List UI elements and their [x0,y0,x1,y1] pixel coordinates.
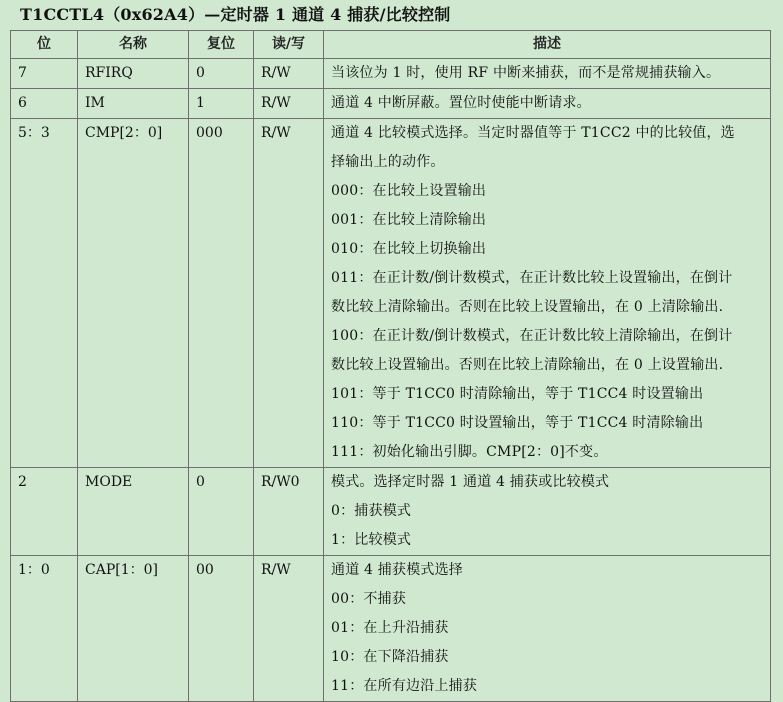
description-line: 100：在正计数/倒计数模式，在正计数比较上清除输出，在倒计 [331,328,733,344]
description-line: 10：在下降沿捕获 [331,649,449,665]
cell-bit: 1：0 [11,556,78,702]
description-line: 01：在上升沿捕获 [331,620,449,636]
cell-description [324,59,771,89]
cell-reset: 1 [189,89,254,119]
cell-description [324,119,771,468]
description-line: 0：捕获模式 [331,503,412,519]
description-line: 通道 4 捕获模式选择 [331,562,464,578]
cell-rw: R/W0 [254,468,324,556]
header-bit: 位 [11,31,78,59]
description-line: 通道 4 中断屏蔽。置位时使能中断请求。 [331,95,591,111]
register-title: T1CCTL4（0x62A4）—定时器 1 通道 4 捕获/比较控制 [20,5,451,24]
cell-reset: 0 [189,59,254,89]
description-line: 111：初始化输出引脚。CMP[2：0]不变。 [331,444,608,460]
table-row [11,468,771,556]
cell-name: MODE [78,468,189,556]
cell-name: CMP[2：0] [78,119,189,468]
cell-bit: 6 [11,89,78,119]
description-line: 数比较上设置输出。否则在比较上清除输出，在 0 上设置输出. [331,357,724,373]
header-rw: 读/写 [254,31,324,59]
cell-description [324,556,771,702]
cell-rw: R/W [254,119,324,468]
cell-bit: 5：3 [11,119,78,468]
table-row [11,59,771,89]
header-reset: 复位 [189,31,254,59]
description-line: 1：比较模式 [331,532,412,548]
cell-rw: R/W [254,89,324,119]
cell-description [324,468,771,556]
table-row [11,119,771,468]
description-line: 010：在比较上切换输出 [331,241,487,257]
register-table [10,30,771,702]
cell-reset: 0 [189,468,254,556]
cell-bit: 2 [11,468,78,556]
description-line: 11：在所有边沿上捕获 [331,678,478,694]
description-line: 通道 4 比较模式选择。当定时器值等于 T1CC2 中的比较值，选 [331,125,735,141]
description-line: 001：在比较上清除输出 [331,212,487,228]
cell-name: RFIRQ [78,59,189,89]
description-line: 110：等于 T1CC0 时设置输出，等于 T1CC4 时清除输出 [331,415,704,431]
cell-rw: R/W [254,556,324,702]
description-line: 数比较上清除输出。否则在比较上设置输出，在 0 上清除输出. [331,299,724,315]
description-line: 模式。选择定时器 1 通道 4 捕获或比较模式 [331,474,610,490]
description-line: 101：等于 T1CC0 时清除输出，等于 T1CC4 时设置输出 [331,386,704,402]
description-line: 00：不捕获 [331,591,407,607]
cell-rw: R/W [254,59,324,89]
description-line: 当该位为 1 时，使用 RF 中断来捕获，而不是常规捕获输入。 [331,65,721,81]
cell-reset: 000 [189,119,254,468]
table-header-row [11,31,771,59]
table-row [11,89,771,119]
table-row [11,556,771,702]
cell-reset: 00 [189,556,254,702]
cell-description [324,89,771,119]
cell-bit: 7 [11,59,78,89]
cell-name: CAP[1：0] [78,556,189,702]
cell-name: IM [78,89,189,119]
header-name: 名称 [78,31,189,59]
description-line: 000：在比较上设置输出 [331,183,487,199]
header-description: 描述 [324,31,771,59]
description-line: 011：在正计数/倒计数模式，在正计数比较上设置输出，在倒计 [331,270,733,286]
description-line: 择输出上的动作。 [331,154,445,170]
